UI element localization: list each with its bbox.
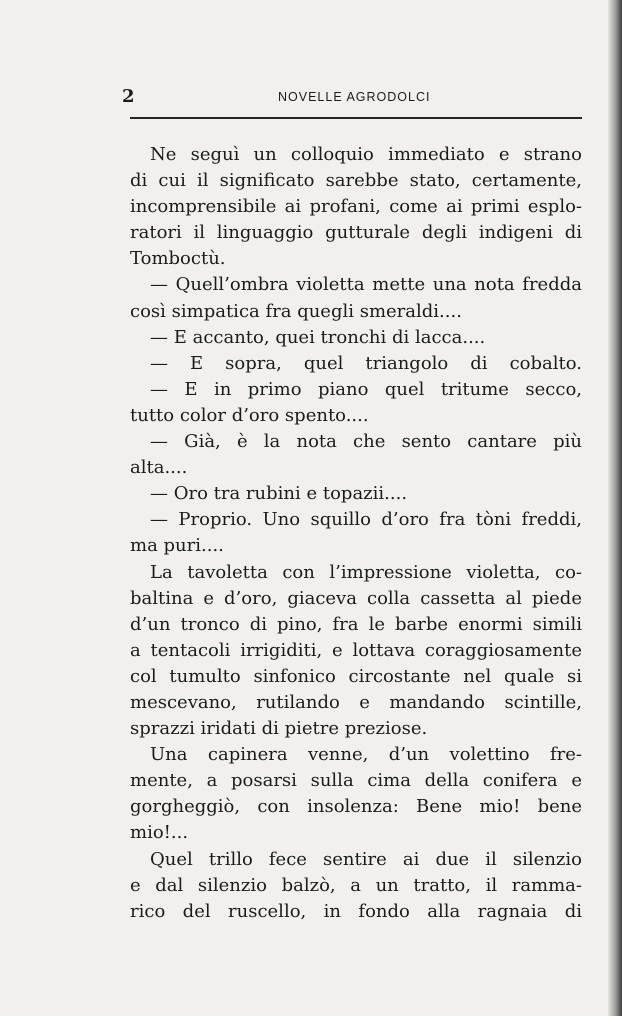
text-line: baltina e d’oro, giaceva colla cassetta al piede	[130, 587, 582, 609]
text-line: Quel trillo fece sentire ai due il silenzio	[150, 848, 582, 870]
text-line: — Oro tra rubini e topazii....	[150, 483, 408, 505]
text-line: — E in primo piano quel tritume secco,	[150, 378, 582, 400]
text-line: così simpatica fra quegli smeraldi....	[130, 300, 462, 322]
text-line: di cui il significato sarebbe stato, certamente,	[130, 170, 582, 192]
text-line: Una capinera venne, d’un volettino fre-	[150, 744, 582, 766]
text-line: — Già, è la nota che sento cantare più	[150, 431, 582, 453]
text-line: col tumulto sinfonico circostante nel quale si	[130, 665, 582, 687]
text-line: ma puri....	[130, 535, 224, 557]
text-line: e dal silenzio balzò, a un tratto, il ramma-	[130, 874, 582, 896]
running-title: NOVELLE AGRODOLCI	[278, 90, 431, 104]
text-line: — E sopra, quel triangolo di cobalto.	[150, 352, 582, 374]
text-line: alta....	[130, 457, 188, 479]
text-line: mescevano, rutilando e mandando scintille,	[130, 691, 582, 713]
text-line: mente, a posarsi sulla cima della conifera e	[130, 770, 582, 792]
text-line: Ne seguì un colloquio immediato e strano	[150, 144, 582, 165]
text-line: — E accanto, quei tronchi di lacca....	[150, 326, 486, 348]
text-line: gorgheggiò, con insolenza: Bene mio! bene	[130, 796, 582, 818]
text-line: d’un tronco di pino, fra le barbe enormi simili	[130, 613, 582, 635]
header-rule	[130, 117, 582, 119]
text-line: a tentacoli irrigiditi, e lottava coraggiosamente	[130, 639, 582, 661]
text-line: La tavoletta con l’impressione violetta, co-	[150, 561, 582, 583]
page-number: 2	[122, 86, 135, 107]
body-text	[130, 142, 582, 925]
text-line: — Proprio. Uno squillo d’oro fra tòni freddi,	[150, 509, 582, 531]
text-line: ratori il linguaggio gutturale degli indigeni di	[130, 222, 582, 244]
text-line: tutto color d’oro spento....	[130, 404, 369, 426]
text-line: incomprensibile ai profani, come ai primi esplo-	[130, 196, 582, 218]
text-line: — Quell’ombra violetta mette una nota fredda	[150, 274, 582, 296]
scan-binding-edge	[608, 0, 622, 1016]
text-line: rico del ruscello, in fondo alla ragnaia di	[130, 900, 582, 922]
text-line: sprazzi iridati di pietre preziose.	[130, 718, 428, 740]
text-line: Tomboctù.	[130, 248, 226, 270]
text-line: mio!...	[130, 822, 189, 844]
page-header	[118, 84, 578, 108]
